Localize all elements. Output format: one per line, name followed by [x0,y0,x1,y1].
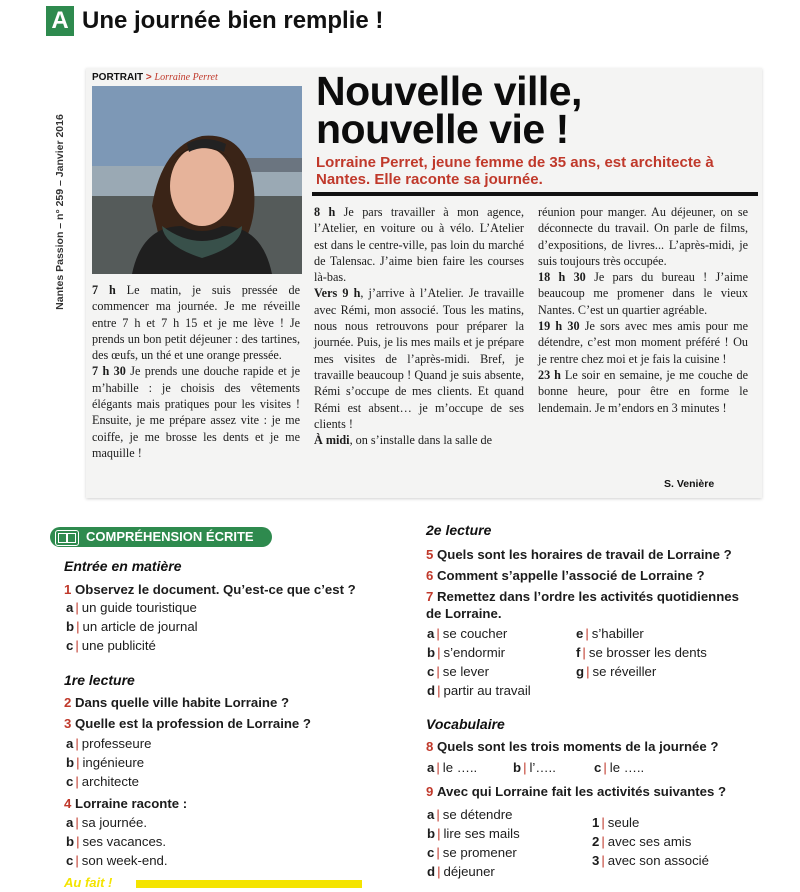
option[interactable]: g | se réveiller [576,664,657,679]
fill-blank[interactable]: b | l’….. [513,760,556,775]
option-text: professeure [81,736,152,751]
paragraph [538,318,748,367]
question-number: 3 [64,716,72,731]
book-icon [55,530,79,546]
question-number: 9 [426,784,434,799]
source-label [38,78,78,378]
option-text: se promener [442,845,517,860]
fill-blank[interactable]: a | le ….. [427,760,478,775]
option-letter: b [427,645,436,660]
question-number: 7 [426,589,434,604]
option-letter: a [427,760,435,775]
paragraph-text: Je pars travailler à mon agence, l’Atelier, en voiture ou à vélo. L’Atelier est dans le centre-ville, pas loin du marché de Talensac. J’aime bien faire les courses là-bas. [314,205,524,285]
option-letter: b [427,826,436,841]
paragraph [538,367,748,416]
option-text: son week-end. [81,853,168,868]
option[interactable]: b | un article de journal [66,619,198,634]
option-text: se lever [442,664,489,679]
option-letter: b [66,834,75,849]
option-letter: c [427,664,435,679]
option-text: avec son associé [607,853,709,868]
option-letter: f [576,645,581,660]
option-letter: a [427,807,435,822]
question-3 [64,715,311,732]
option[interactable]: 2 | avec ses amis [592,834,692,849]
option[interactable]: 3 | avec son associé [592,853,709,868]
paragraph-text: Je sors avec mes amis pour me détendre, c’est mon moment préféré ! Ou je rentre chez moi et je fais la cuisine ! [538,319,749,366]
option[interactable]: d | déjeuner [427,864,495,879]
paragraph [314,285,524,432]
paragraph-text: Je prends une douche rapide et je m’habille : je choisis des vêtements élégants mais pratiques pour les visites ! Ensuite, je me prépare assez vite : je me coiffe, je me brosse les dents et je me maquille ! [92,364,300,460]
portrait-photo [92,86,302,274]
option[interactable]: f | se brosser les dents [576,645,707,660]
option-letter: a [427,626,435,641]
option-letter: a [66,600,74,615]
question-text: Comment s’appelle l’associé de Lorraine ? [437,568,705,583]
option-text: se détendre [442,807,513,822]
time-label: 7 h 30 [92,364,126,379]
rubric [92,72,218,83]
option-text: se réveiller [592,664,657,679]
option-text: s’endormir [443,645,506,660]
question-1 [64,581,356,598]
paragraph-text: , j’arrive à l’Atelier. Je travaille avec Rémi, mon associé. Tous les matins, nous nous retrouvons pour préparer la journée. Puis, je lis mes mails et je prépare mes visites de l’après-midi. Bref, je travaille beaucoup ! Quand je suis absente, Rémi s’occupe de mes clients. Et quand Rémi est absent… je m’occupe de ses clients ! [314,286,524,431]
option-text: un article de journal [82,619,198,634]
option[interactable]: b | s’endormir [427,645,506,660]
question-text: Quels sont les trois moments de la journée ? [437,739,719,754]
time-label: 18 h 30 [538,270,586,285]
time-label: Vers 9 h [314,286,361,301]
rubric-separator: > [145,72,152,83]
paragraph-text: Le soir en semaine, je me couche de bonne heure, pour être en forme le lendemain. Je m’endors en 3 minutes ! [538,367,748,415]
option[interactable]: c | se lever [427,664,489,679]
option-letter: b [66,755,75,770]
option-letter: c [594,760,602,775]
blank-text: l’….. [529,760,556,775]
au-fait-title: Au fait ! [64,875,113,890]
option-letter: c [66,774,74,789]
comprehension-title: COMPRÉHENSION ÉCRITE [86,529,254,544]
article-column-1 [92,282,300,461]
question-5 [426,546,732,563]
paragraph [538,204,748,269]
option-text: architecte [81,774,139,789]
lecture-2-title: 2e lecture [426,522,492,538]
option-text: se brosser les dents [588,645,707,660]
paragraph-text: , on s’installe dans la salle de [349,433,493,448]
option[interactable]: e | s’habiller [576,626,644,641]
option-text: un guide touristique [81,600,197,615]
option[interactable]: b | lire ses mails [427,826,520,841]
option-text: seule [607,815,640,830]
option-text: une publicité [81,638,156,653]
option[interactable]: a | se coucher [427,626,508,641]
paragraph-text: Je pars du bureau ! J’aime beaucoup me promener dans le vieux Nantes. C’est un quartier agréable. [538,270,748,317]
option-letter: c [66,853,74,868]
question-text: Dans quelle ville habite Lorraine ? [75,695,290,710]
question-text: Quels sont les horaires de travail de Lorraine ? [437,547,732,562]
option-letter: d [427,683,436,698]
lecture-1-title: 1re lecture [64,672,135,688]
question-number: 8 [426,739,434,754]
paragraph-text: réunion pour manger. Au déjeuner, on se déconnecte du travail. On parle de films, d’expositions, de livres... L’après-midi, je suis toujours très occupée. [538,205,748,268]
question-text: Quelle est la profession de Lorraine ? [75,716,311,731]
option-text: ingénieure [82,755,145,770]
paragraph [538,269,748,318]
section-badge: A [46,6,74,36]
subheadline: Lorraine Perret, jeune femme de 35 ans, est architecte à Nantes. Elle raconte sa journée. [316,154,714,188]
source-text: Nantes Passion – n° 259 – Janvier 2016 [54,114,66,310]
time-label: 8 h [314,205,336,219]
question-text: Remettez dans l’ordre les activités quotidiennes de Lorraine. [426,589,739,621]
option[interactable]: c | son week-end. [66,853,168,868]
option-text: avec ses amis [607,834,692,849]
option-letter: b [513,760,522,775]
option-text: sa journée. [81,815,148,830]
question-6 [426,567,705,584]
question-number: 1 [64,582,72,597]
option[interactable]: a | professeure [66,736,152,751]
headline [316,68,756,152]
option[interactable]: b | ingénieure [66,755,145,770]
option[interactable]: a | sa journée. [66,815,148,830]
portrait-illustration [92,86,302,274]
blank-text: le ….. [609,760,645,775]
paragraph [92,282,300,363]
option[interactable]: c | une publicité [66,638,156,653]
question-9 [426,783,726,800]
time-label: À midi [314,433,350,448]
entree-title: Entrée en matière [64,558,182,574]
question-7 [426,588,756,622]
article-column-3 [538,204,748,416]
option[interactable]: d | partir au travail [427,683,531,698]
option-text: se coucher [442,626,508,641]
option-letter: g [576,664,585,679]
option-text: s’habiller [591,626,644,641]
question-text: Lorraine raconte : [75,796,188,811]
question-8 [426,738,718,755]
option-letter: 1 [592,815,600,830]
option-text: déjeuner [443,864,495,879]
option[interactable]: c | se promener [427,845,517,860]
rubric-label: PORTRAIT [92,72,144,83]
time-label: 7 h [92,283,116,297]
option-letter: c [427,845,435,860]
option-letter: a [66,815,74,830]
question-number: 2 [64,695,72,710]
option-text: partir au travail [443,683,531,698]
fill-blank[interactable]: c | le ….. [594,760,645,775]
article-signature: S. Venière [664,478,715,490]
blank-text: le ….. [442,760,478,775]
option-letter: c [66,638,74,653]
option-text: lire ses mails [443,826,520,841]
option[interactable]: c | architecte [66,774,139,789]
option-letter: b [66,619,75,634]
headline-line-1: Nouvelle ville, [316,68,582,114]
question-number: 6 [426,568,434,583]
option-letter: 2 [592,834,600,849]
option-text: ses vacances. [82,834,167,849]
question-2 [64,694,289,711]
paragraph [92,363,300,461]
rubric-name: Lorraine Perret [154,72,218,83]
paragraph-text: Le matin, je suis pressée de commencer ma journée. Je me réveille entre 7 h et 7 h 15 et je me lève ! Je prends un bon petit déjeuner : des tartines, des œufs, un thé et une orange pressée. [92,283,300,363]
time-label: 19 h 30 [538,319,580,334]
paragraph [314,204,524,285]
question-text: Observez le document. Qu’est-ce que c’est ? [75,582,356,597]
time-label: 23 h [538,367,561,382]
article-column-2 [314,204,524,448]
headline-line-2: nouvelle vie ! [316,106,569,152]
option[interactable]: a | se détendre [427,807,513,822]
au-fait-highlight [136,880,362,888]
option[interactable]: a | un guide touristique [66,600,197,615]
question-number: 5 [426,547,434,562]
question-4 [64,795,187,812]
option-letter: e [576,626,584,641]
option-letter: d [427,864,436,879]
paragraph [314,432,524,448]
option-letter: 3 [592,853,600,868]
option[interactable]: 1 | seule [592,815,640,830]
section-title: Une journée bien remplie ! [82,7,384,34]
question-number: 4 [64,796,72,811]
vocabulaire-title: Vocabulaire [426,716,505,732]
option-letter: a [66,736,74,751]
option[interactable]: b | ses vacances. [66,834,167,849]
headline-rule [312,192,758,196]
question-text: Avec qui Lorraine fait les activités suivantes ? [437,784,727,799]
